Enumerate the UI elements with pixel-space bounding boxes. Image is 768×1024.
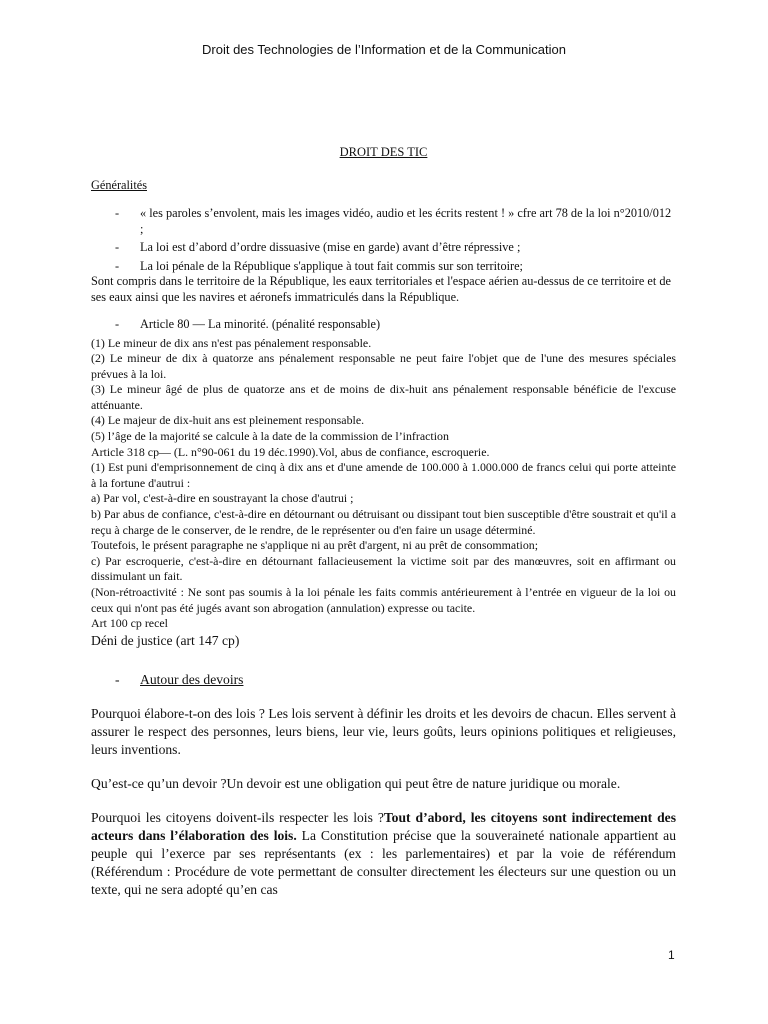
list-item: - La loi pénale de la République s'applique à tout fait commis sur son territoire;	[91, 259, 676, 275]
paragraph-respect-lois	[91, 809, 676, 899]
running-header: Droit des Technologies de l’Information et de la Communication	[202, 42, 566, 57]
provision-line: Art 100 cp recel	[91, 616, 168, 631]
article80-list	[91, 317, 676, 333]
generalites-list	[91, 206, 676, 274]
list-item: - « les paroles s’envolent, mais les images vidéo, audio et les écrits restent ! » cfre art 78 de la loi n°2010/012 ;	[91, 206, 676, 237]
territory-paragraph: Sont compris dans le territoire de la République, les eaux territoriales et l'espace aérien au-dessus de ce territoire et de ses eaux ainsi que les navires et aéronefs immatriculés dans la République.	[91, 274, 671, 304]
provision-line: c) Par escroquerie, c'est-à-dire en détournant fallacieusement la victime soit par des manœuvres, soit en affirmant ou dissimulant un fait.	[91, 553, 676, 584]
paragraph-respect-lois-start: Pourquoi les citoyens doivent-ils respecter les lois ?	[91, 810, 384, 826]
provision-line: Toutefois, le présent paragraphe ne s'applique ni au prêt d'argent, ni au prêt de consommation;	[91, 538, 539, 553]
provision-line: (4) Le majeur de dix-huit ans est pleinement responsable.	[91, 413, 365, 428]
penal-provisions	[91, 336, 676, 632]
provision-line: b) Par abus de confiance, c'est-à-dire en détournant ou détruisant ou dissipant tout bien susceptible d'être soustrait et qu'il a reçu à charge de le conserver, de le rendre, de le représenter ou d'en faire un usage déterminé.	[91, 507, 676, 537]
page-number: 1	[668, 948, 675, 962]
document-title: DROIT DES TIC	[339, 145, 428, 159]
provision-line: a) Par vol, c'est-à-dire en soustrayant la chose d'autrui ;	[91, 491, 354, 506]
section-heading-generalites: Généralités	[91, 177, 147, 192]
paragraph-respect-lois-end: La Constitution précise que la souveraineté nationale appartient au peuple qui l’exerce par ses représentants (ex : les parlementaires) et par la voie de référendum (Référendum : Procédure de vote permettant de consulter directement les électeurs sur une question ou un texte, qui ne sera adopté qu’en cas	[91, 828, 676, 898]
provision-line: (2) Le mineur de dix à quatorze ans pénalement responsable ne peut faire l'objet que de l'une des mesures spéciales prévues à la loi.	[91, 351, 676, 381]
section-heading-devoirs-text: Autour des devoirs	[140, 671, 244, 687]
provision-line: Article 318 cp— (L. n°90-061 du 19 déc.1990).Vol, abus de confiance, escroquerie.	[91, 444, 490, 459]
section-heading-devoirs	[91, 672, 676, 688]
paragraph-respect-lois-bold: Tout d’abord, les citoyens sont indirectement des acteurs dans l’élaboration des lois.	[91, 810, 676, 844]
provision-line: (1) Le mineur de dix ans n'est pas pénalement responsable.	[91, 335, 372, 350]
list-item-article-80: - Article 80 — La minorité. (pénalité responsable)	[91, 317, 676, 333]
provision-line: (1) Est puni d'emprisonnement de cinq à dix ans et d'une amende de 100.000 à 1.000.000 de francs celui qui porte atteinte à la fortune d'autrui :	[91, 460, 676, 490]
provision-line: (Non-rétroactivité : Ne sont pas soumis à la loi pénale les faits commis antérieurement à l’entrée en vigueur de la loi ou ceux qui n'ont pas été jugés avant son abrogation (annulation) expresse ou tacite.	[91, 585, 676, 615]
provision-line: (3) Le mineur âgé de plus de quatorze ans et de moins de dix-huit ans pénalement responsable bénéficie de l'excuse atténuante.	[91, 382, 676, 412]
document-body	[91, 145, 676, 899]
denial-of-justice: Déni de justice (art 147 cp)	[91, 632, 240, 648]
paragraph-lois: Pourquoi élabore-t-on des lois ? Les lois servent à définir les droits et les devoirs de chacun. Elles servent à assurer le respect des personnes, leurs biens, leur vie, leurs goûts, leurs opinions politiques et religieuses, leurs inventions.	[91, 706, 676, 758]
provision-line: (5) l’âge de la majorité se calcule à la date de la commission de l’infraction	[91, 429, 449, 444]
paragraph-devoir: Qu’est-ce qu’un devoir ?Un devoir est une obligation qui peut être de nature juridique ou morale.	[91, 776, 621, 792]
list-item: - La loi est d’abord d’ordre dissuasive (mise en garde) avant d’être répressive ;	[91, 240, 676, 256]
